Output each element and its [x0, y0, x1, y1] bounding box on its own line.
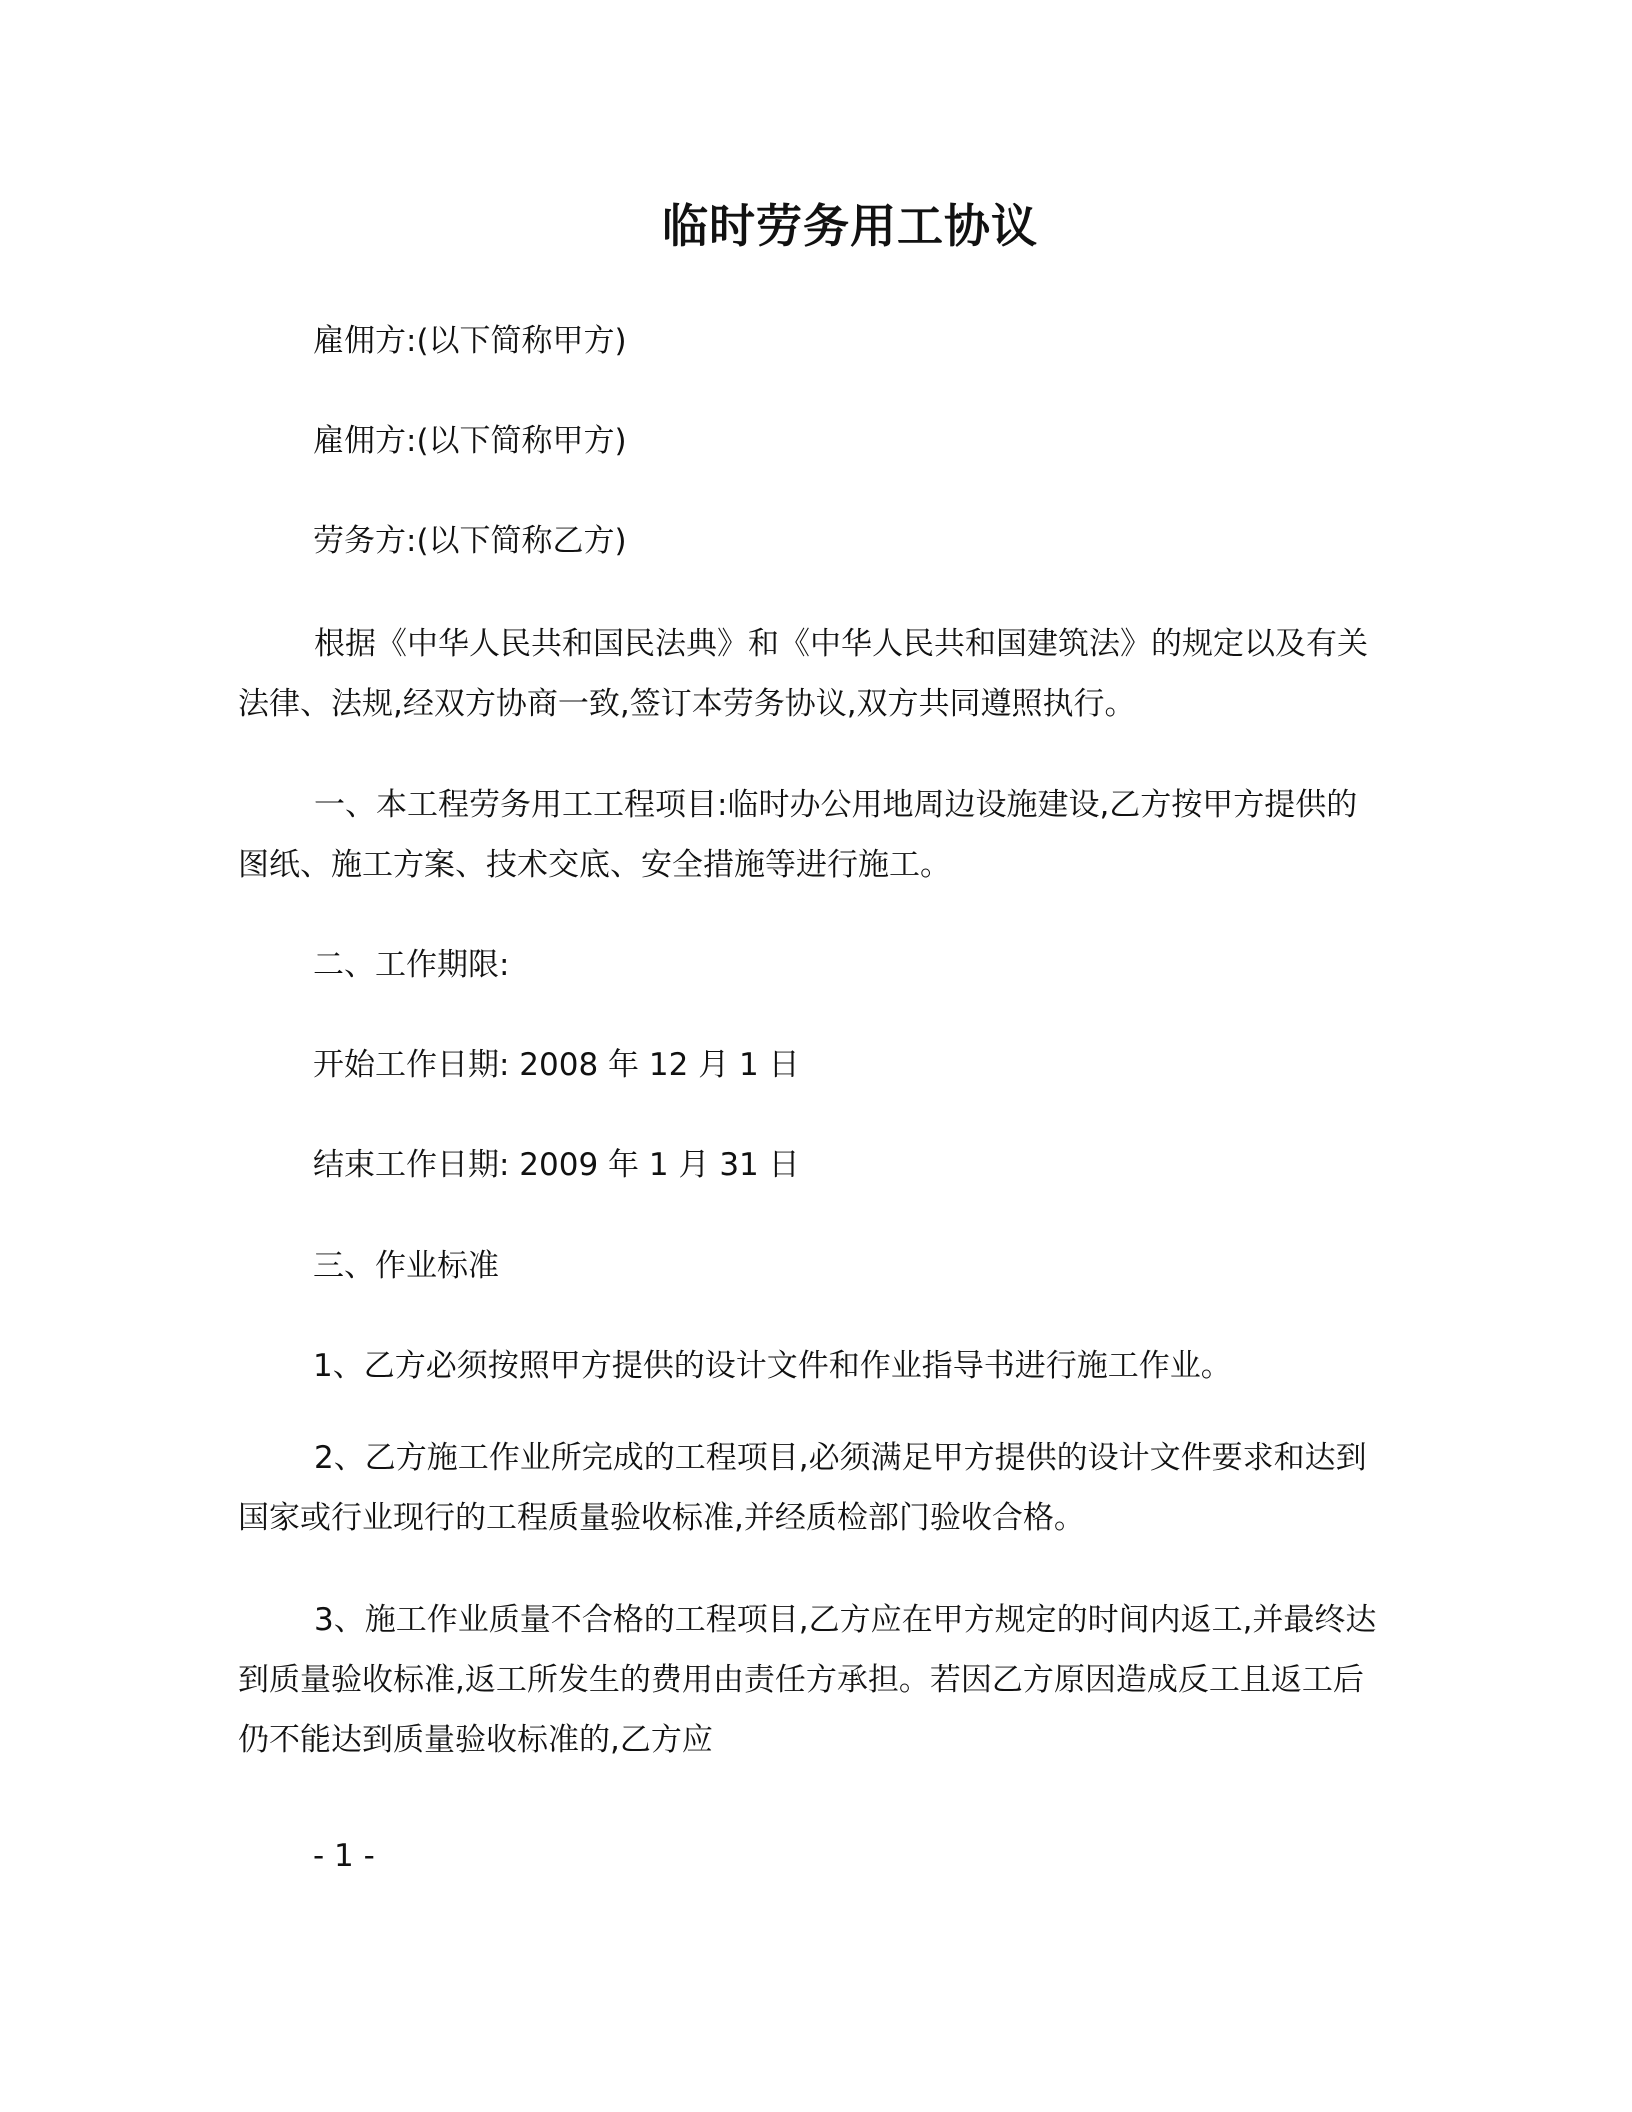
employer-line-1: 雇佣方:(以下简称甲方)	[313, 323, 627, 359]
section-two-heading: 二、工作期限:	[313, 947, 510, 983]
end-date-line: 结束工作日期: 2009 年 1 月 31 日	[313, 1147, 800, 1183]
start-date-line: 开始工作日期: 2008 年 12 月 1 日	[313, 1047, 800, 1083]
document-title: 临时劳务用工协议	[662, 199, 1038, 253]
standard-item-1: 1、乙方必须按照甲方提供的设计文件和作业指导书进行施工作业。	[313, 1348, 1232, 1384]
intro-paragraph: 根据《中华人民共和国民法典》和《中华人民共和国建筑法》的规定以及有关法律、法规,经双方协商一致,签订本劳务协议,双方共同遵照执行。	[238, 626, 1368, 722]
employer-line-2: 雇佣方:(以下简称甲方)	[313, 423, 627, 459]
labor-party-line: 劳务方:(以下简称乙方)	[313, 523, 627, 559]
standard-item-2: 2、乙方施工作业所完成的工程项目,必须满足甲方提供的设计文件要求和达到国家或行业现行的工程质量验收标准,并经质检部门验收合格。	[238, 1440, 1367, 1536]
section-one-paragraph: 一、本工程劳务用工工程项目:临时办公用地周边设施建设,乙方按甲方提供的图纸、施工方案、技术交底、安全措施等进行施工。	[238, 787, 1358, 883]
section-three-heading: 三、作业标准	[313, 1248, 499, 1284]
page-number: - 1 -	[313, 1838, 375, 1874]
standard-item-3: 3、施工作业质量不合格的工程项目,乙方应在甲方规定的时间内返工,并最终达到质量验收标准,返工所发生的费用由责任方承担。若因乙方原因造成反工且返工后仍不能达到质量验收标准的,乙方应	[238, 1602, 1377, 1758]
